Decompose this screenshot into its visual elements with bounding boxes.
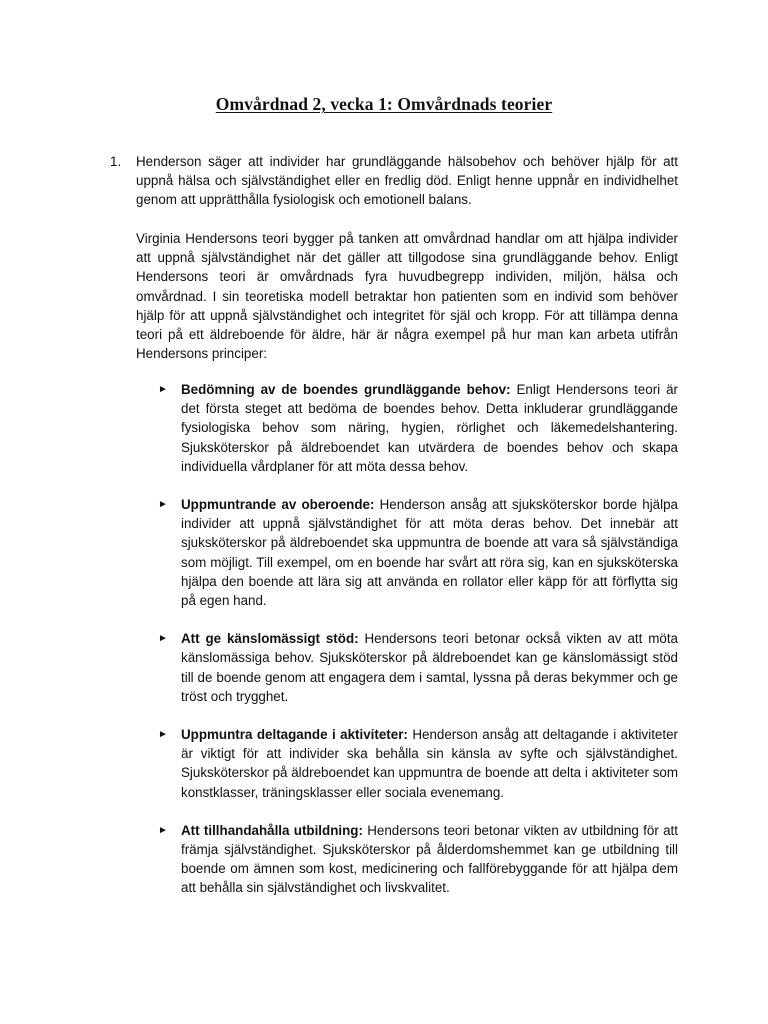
list-item <box>156 380 678 476</box>
bullet-list <box>156 380 678 917</box>
bullet-heading: Uppmuntrande av oberoende: <box>181 497 375 513</box>
list-item <box>156 821 678 898</box>
bullet-arrow-icon: ► <box>158 729 168 741</box>
list-item <box>156 629 678 706</box>
document-title: Omvårdnad 2, vecka 1: Omvårdnads teorier <box>215 94 553 114</box>
list-item <box>156 725 678 802</box>
bullet-arrow-icon: ► <box>158 499 168 511</box>
bullet-text: Enligt Hendersons teori är det första steget att bedöma de boendes behov. Detta inkluderar grundläggande fysiologiska behov som näring, hygien, rörlighet och läkemedelshantering. Sjuksköterskor på äldreboendet kan utvärdera de boendes behov och skapa individuella vårdplaner för att möta dessa behov. <box>181 382 678 474</box>
list-item <box>156 495 678 610</box>
bullet-heading: Uppmuntra deltagande i aktiviteter: <box>181 727 408 743</box>
bullet-text: Henderson ansåg att sjuksköterskor borde hjälpa individer att uppnå självständighet för att möta deras behov. Det innebär att sjuksköterskor på äldreboendet ska uppmuntra de boende att vara så självständiga som möjligt. Till exempel, om en boende har svårt att röra sig, kan en sjuksköterska hjälpa den boende att lära sig att använda en rollator eller käpp för att förflytta sig på egen hand. <box>181 497 678 609</box>
bullet-text: Hendersons teori betonar också vikten av att möta känslomässiga behov. Sjuksköterskor på äldreboendet kan ge känslomässigt stöd till de boende genom att engagera dem i samtal, lyssna på deras bekymmer och ge tröst och trygghet. <box>181 631 678 704</box>
list-number: 1. <box>110 154 122 169</box>
intro-paragraph: Henderson säger att individer har grundläggande hälsobehov och behöver hjälp för att uppnå hälsa och självständighet eller en fredlig död. Enligt henne uppnår en individhelhet genom att upprätthålla fysiologisk och emotionell balans. <box>136 154 678 208</box>
bullet-heading: Bedömning av de boendes grundläggande behov: <box>181 382 511 397</box>
bullet-arrow-icon: ► <box>158 633 168 645</box>
bullet-heading: Att ge känslomässigt stöd: <box>181 631 359 647</box>
bullet-heading: Att tillhandahålla utbildning: <box>181 822 363 838</box>
bullet-text: Hendersons teori betonar vikten av utbildning för att främja självständighet. Sjuksköterskor på ålderdomshemmet kan ge utbildning till boende om ämnen som kost, medicinering och fallförebyggande för att hjälpa dem att behålla sin självständighet och livskvalitet. <box>181 822 678 896</box>
bullet-arrow-icon: ► <box>158 384 168 395</box>
bullet-arrow-icon: ► <box>158 824 168 836</box>
henderson-theory-paragraph: Virginia Hendersons teori bygger på tanken att omvårdnad handlar om att hjälpa individer att uppnå självständighet när det gäller att tillgodose sina grundläggande behov. Enligt Hendersons teori är omvårdnads fyra huvudbegrepp individen, miljön, hälsa och omvårdnad. I sin teoretiska modell betraktar hon patienten som en individ som behöver hjälp för att uppnå självständighet och integritet för själ och kropp. För att tillämpa denna teori på ett äldreboende för äldre, här är några exempel på hur man kan arbeta utifrån Hendersons principer: <box>136 231 678 362</box>
bullet-text: Henderson ansåg att deltagande i aktiviteter är viktigt för att individer ska behålla sin känsla av syfte och självständighet. Sjuksköterskor på äldreboendet kan uppmuntra de boende att delta i aktiviteter som konstklasser, träningsklasser eller sociala evenemang. <box>181 727 678 800</box>
